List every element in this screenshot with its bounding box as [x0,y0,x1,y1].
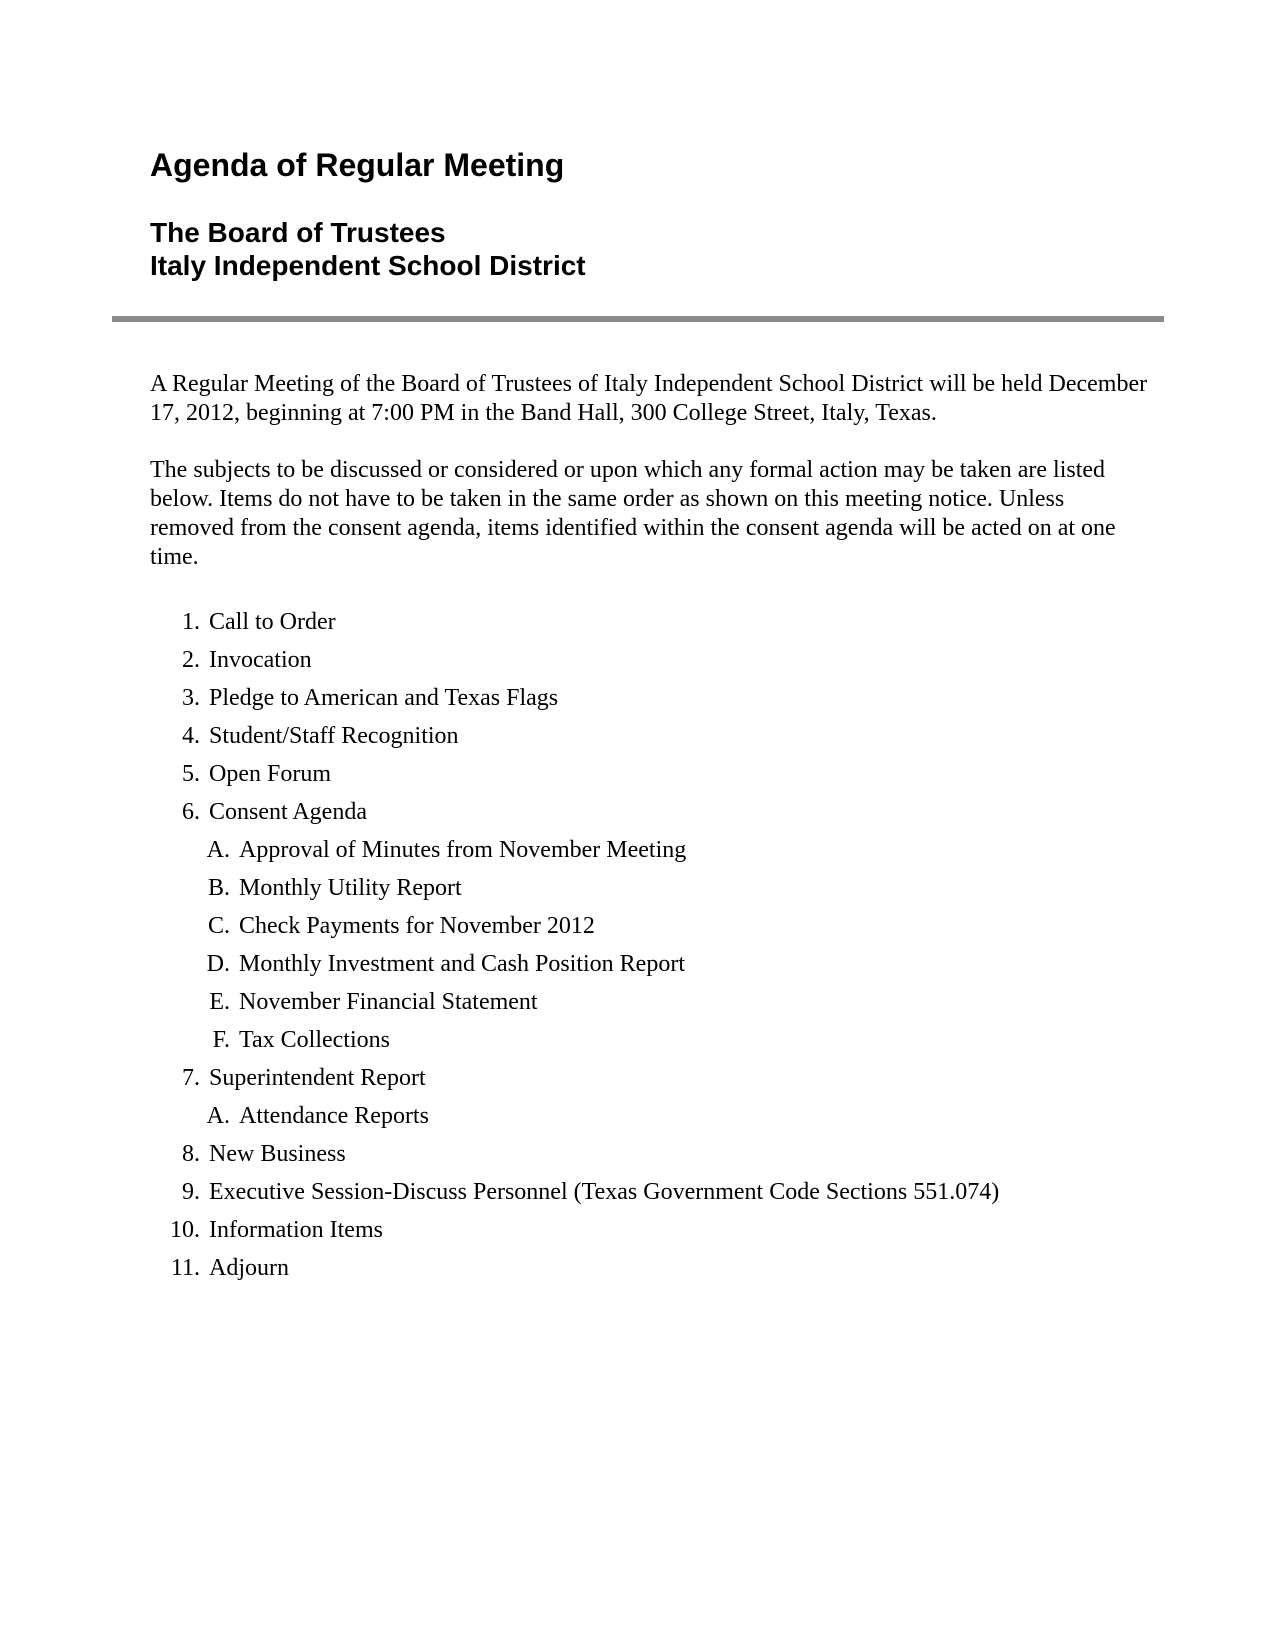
agenda-item-label: Tax Collections [239,1027,390,1053]
agenda-item-label: Superintendent Report [209,1065,426,1091]
agenda-item-number: 10. [170,1217,200,1243]
agenda-item-number: 5. [182,761,200,787]
agenda-item-label: Student/Staff Recognition [209,723,459,749]
agenda-subitem [150,831,999,869]
agenda-item-number: 7. [182,1065,200,1091]
agenda-item-label: New Business [209,1141,346,1167]
agenda-item-label: Pledge to American and Texas Flags [209,685,559,711]
agenda-item-number: 4. [182,723,200,749]
agenda-item [150,793,999,831]
agenda-item-number: 11. [170,1255,200,1281]
agenda-item-number: B. [207,875,230,901]
agenda-item-number: E. [209,989,230,1015]
subtitle-board: The Board of Trustees [150,217,446,248]
agenda-subitem [150,945,999,983]
agenda-item-number: A. [206,1103,230,1129]
subtitle-district: Italy Independent School District [150,250,586,281]
agenda-item-label: Call to Order [209,609,336,635]
agenda-subitem [150,869,999,907]
agenda-item-label: November Financial Statement [239,989,538,1015]
agenda-item [150,1249,999,1287]
agenda-item [150,1173,999,1211]
agenda-subitem [150,1021,999,1059]
agenda-item-label: Consent Agenda [209,799,367,825]
agenda-item-number: C. [207,913,230,939]
agenda-item-label: Adjourn [209,1255,289,1281]
agenda-item-number: 3. [182,685,200,711]
agenda-item [150,717,999,755]
agenda-item [150,755,999,793]
agenda-item [150,1211,999,1249]
agenda-item-label: Check Payments for November 2012 [239,913,595,939]
agenda-item-number: 1. [182,609,200,635]
agenda-item-number: A. [206,837,230,863]
agenda-item-number: 6. [182,799,200,825]
agenda-item [150,641,999,679]
agenda-item [150,1059,999,1097]
agenda-item-number: D. [206,951,230,977]
agenda-item-label: Information Items [209,1217,383,1243]
agenda-subitem [150,907,999,945]
agenda-item-label: Monthly Utility Report [239,875,462,901]
agenda-item-number: 2. [182,647,200,673]
horizontal-divider [112,316,1164,322]
document-subtitle [150,216,586,282]
agenda-item [150,679,999,717]
agenda-list [150,603,999,1287]
agenda-item-label: Attendance Reports [239,1103,429,1129]
agenda-item-label: Executive Session-Discuss Personnel (Texas Government Code Sections 551.074) [209,1179,1000,1205]
agenda-item-number: 8. [182,1141,200,1167]
document-title: Agenda of Regular Meeting [150,147,565,183]
agenda-item-label: Invocation [209,647,312,673]
agenda-subitem [150,983,999,1021]
agenda-item-number: 9. [182,1179,200,1205]
meeting-notice-paragraph: A Regular Meeting of the Board of Trustees of Italy Independent School District will be held December 17, 2012, beginning at 7:00 PM in the Band Hall, 300 College Street, Italy, Texas. [150,371,1148,426]
agenda-item-label: Open Forum [209,761,331,787]
agenda-item [150,1135,999,1173]
subjects-paragraph: The subjects to be discussed or considered or upon which any formal action may be taken are listed below. Items do not have to be taken in the same order as shown on this meeting notice. Unless removed from the consent agenda, items identified within the consent agenda will be acted on at one time. [150,457,1116,570]
agenda-item [150,603,999,641]
agenda-item-number: F. [212,1027,230,1053]
agenda-item-label: Approval of Minutes from November Meeting [239,837,687,863]
agenda-item-label: Monthly Investment and Cash Position Report [239,951,685,977]
agenda-subitem [150,1097,999,1135]
